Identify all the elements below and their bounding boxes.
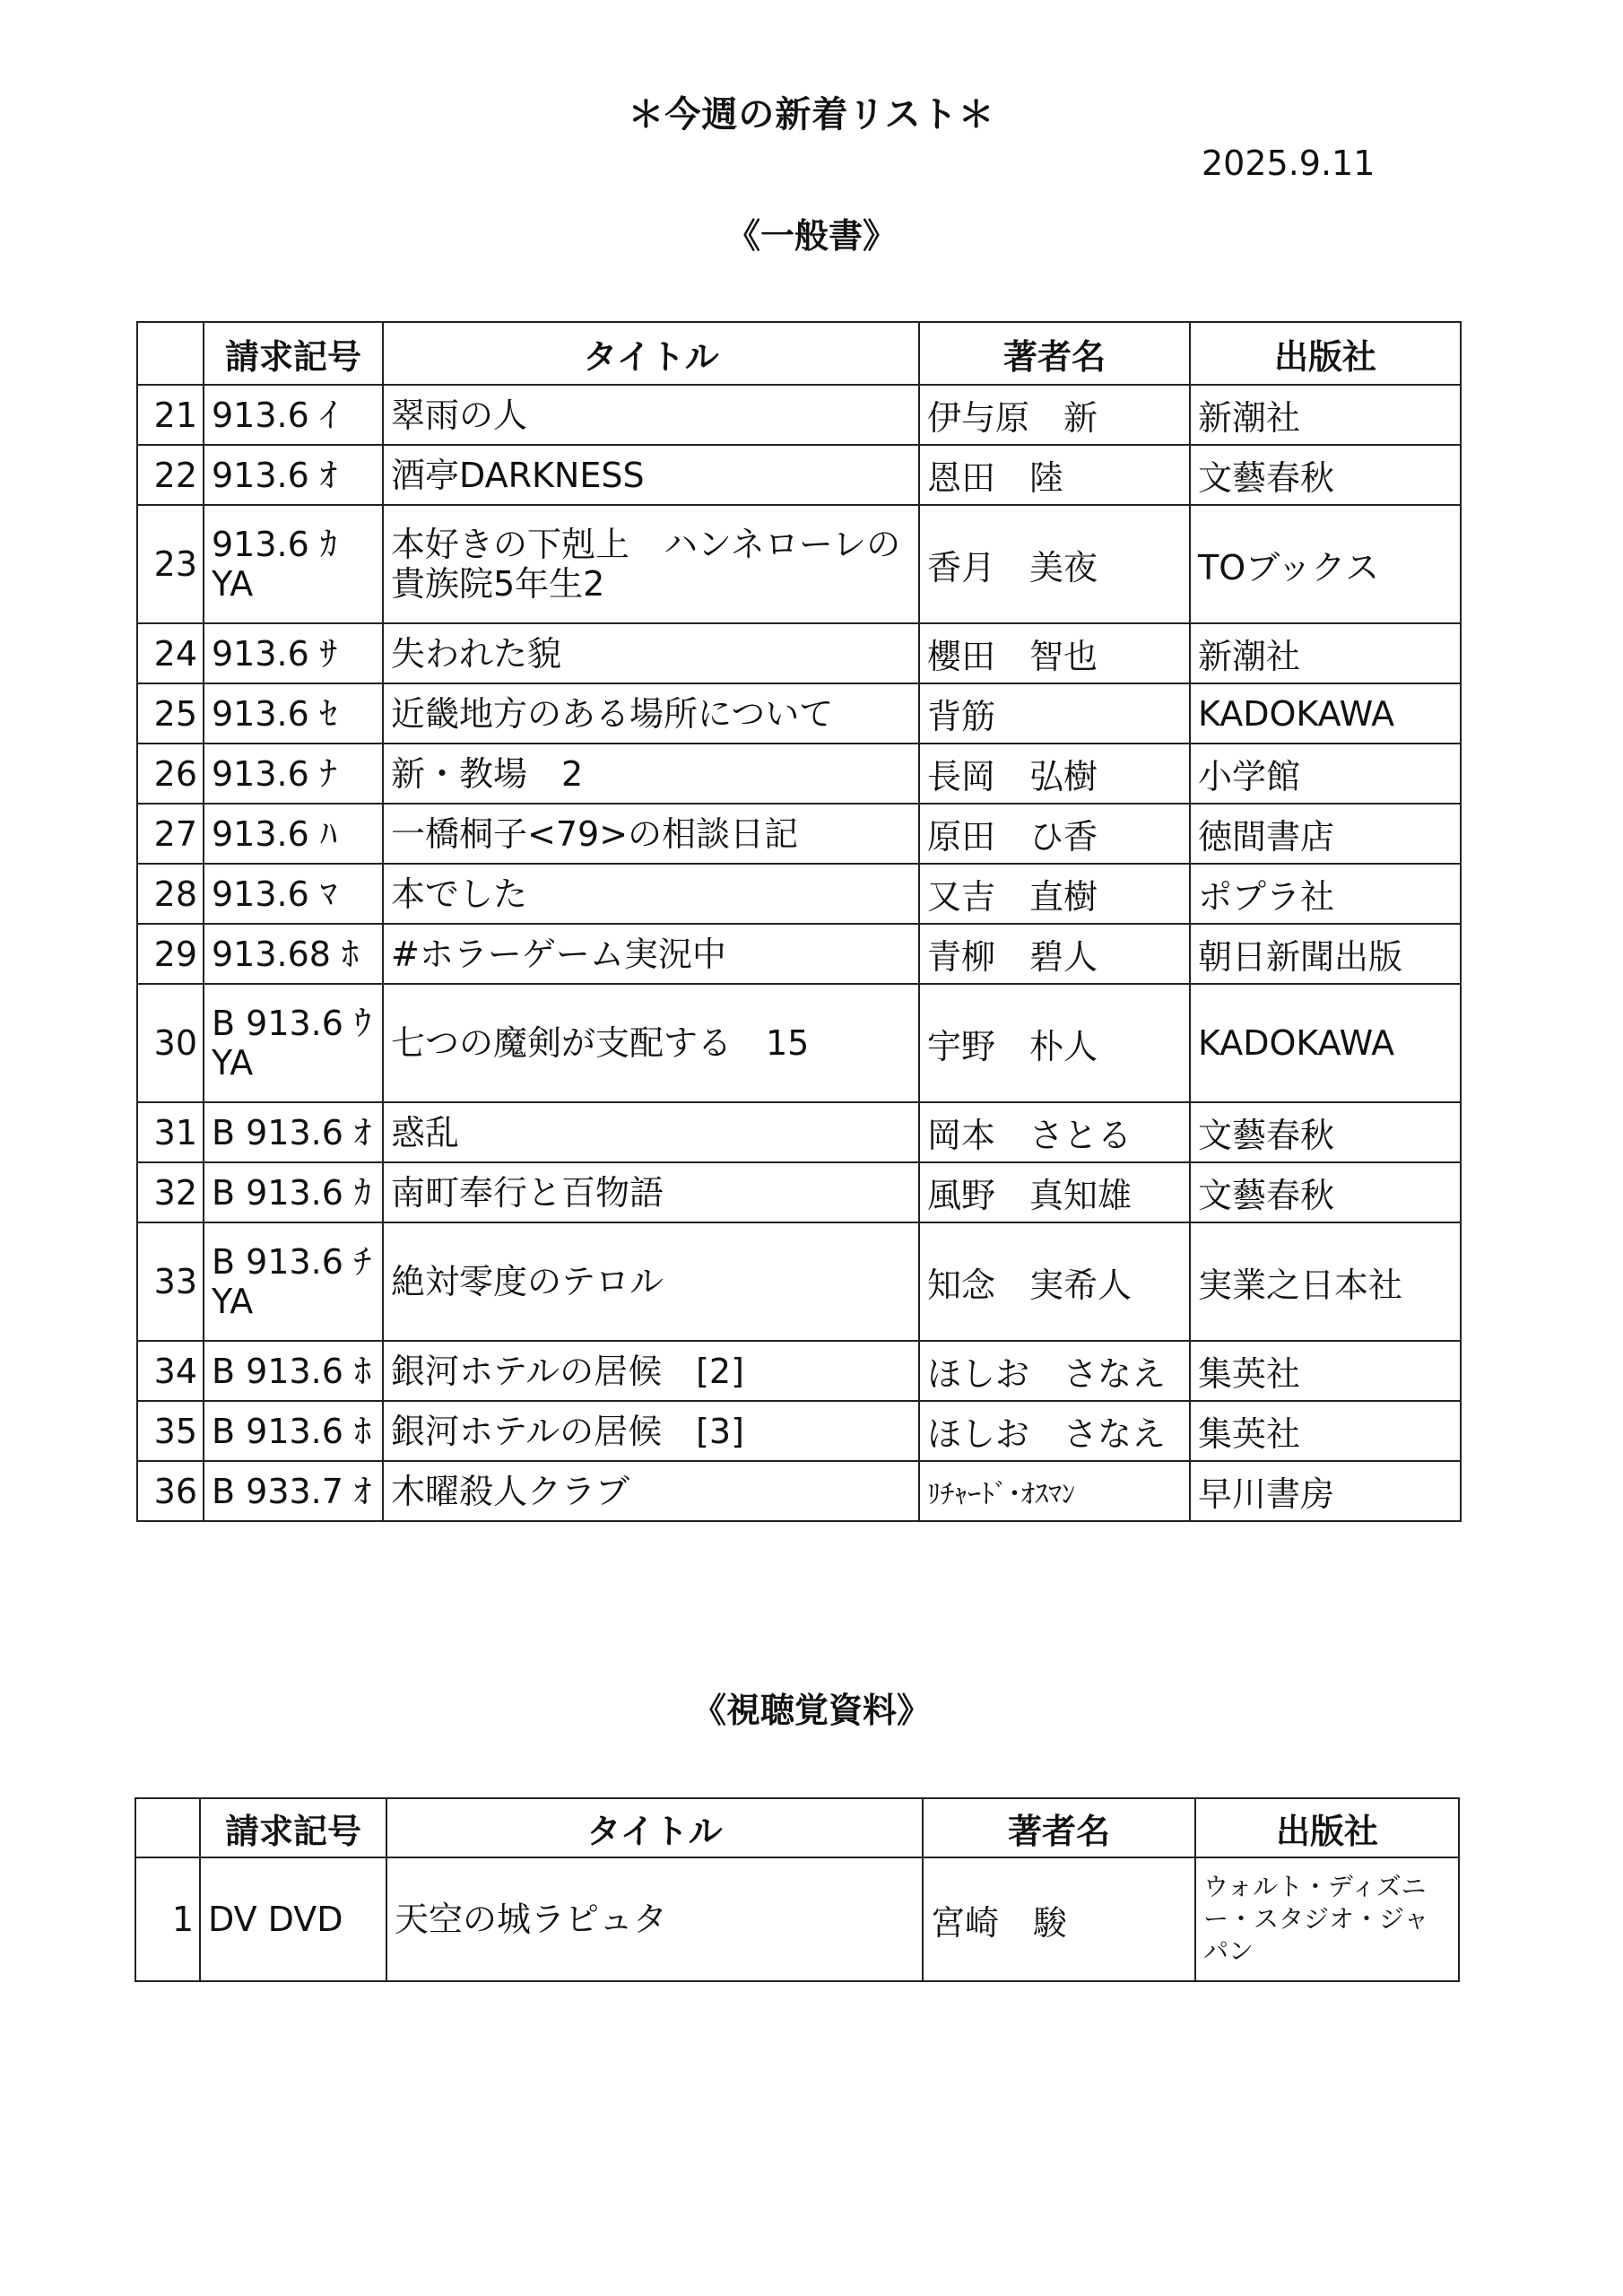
author-name: 知念 実希人 <box>919 1222 1190 1341</box>
call-number <box>204 804 383 864</box>
call-number-line: 913.6 ｶ <box>212 525 337 564</box>
call-number-line: 913.6 ｾ <box>212 693 337 734</box>
row-number: 35 <box>137 1401 204 1461</box>
row-number: 23 <box>137 505 204 623</box>
publisher-name: 早川書房 <box>1190 1461 1461 1521</box>
table-row <box>137 1222 1461 1341</box>
author-name: 伊与原 新 <box>919 385 1190 445</box>
publisher-name: ウォルト・ディズニー・スタジオ・ジャパン <box>1195 1857 1459 1981</box>
publisher-name: KADOKAWA <box>1190 984 1461 1102</box>
call-number <box>204 623 383 683</box>
header-publisher: 出版社 <box>1195 1798 1459 1857</box>
call-number-line: YA <box>212 564 254 604</box>
author-name: 又吉 直樹 <box>919 864 1190 924</box>
table-row <box>137 1341 1461 1401</box>
header-call-number: 請求記号 <box>200 1798 386 1857</box>
header-author: 著者名 <box>923 1798 1195 1857</box>
call-number <box>204 864 383 924</box>
row-number: 32 <box>137 1162 204 1222</box>
table-row <box>137 1162 1461 1222</box>
call-number <box>204 683 383 744</box>
call-number <box>204 1102 383 1162</box>
row-number: 24 <box>137 623 204 683</box>
row-number: 31 <box>137 1102 204 1162</box>
author-name: 香月 美夜 <box>919 505 1190 623</box>
book-title: 南町奉行と百物語 <box>383 1162 919 1222</box>
publisher-name: 実業之日本社 <box>1190 1222 1461 1341</box>
book-title: 近畿地方のある場所について <box>383 683 919 744</box>
table-row <box>137 385 1461 445</box>
row-number: 36 <box>137 1461 204 1521</box>
table-row <box>137 984 1461 1102</box>
publisher-name: 小学館 <box>1190 744 1461 804</box>
publisher-name: 文藝春秋 <box>1190 1102 1461 1162</box>
row-number: 33 <box>137 1222 204 1341</box>
author-name: 宮崎 駿 <box>923 1857 1195 1981</box>
row-number: 1 <box>135 1857 200 1981</box>
list-date: 2025.9.11 <box>1202 144 1376 183</box>
publisher-name: 新潮社 <box>1190 385 1461 445</box>
call-number-line: DV DVD <box>208 1900 343 1939</box>
table-row <box>137 864 1461 924</box>
header-call-number: 請求記号 <box>204 322 383 385</box>
call-number <box>204 1162 383 1222</box>
call-number <box>204 445 383 505</box>
section-heading-general: 《一般書》 <box>725 216 897 256</box>
table-row <box>137 804 1461 864</box>
book-title: 銀河ホテルの居候 [3] <box>383 1401 919 1461</box>
call-number-line: B 913.6 ｵ <box>212 1112 372 1152</box>
general-books-body <box>137 385 1461 1521</box>
call-number-line: B 913.6 ﾁ <box>212 1242 372 1282</box>
row-number: 28 <box>137 864 204 924</box>
book-title: 七つの魔剣が支配する 15 <box>383 984 919 1102</box>
table-row <box>137 445 1461 505</box>
publisher-name: 朝日新聞出版 <box>1190 924 1461 984</box>
call-number-line: B 913.6 ﾎ <box>212 1351 372 1391</box>
table-row <box>135 1857 1459 1981</box>
author-name: ほしお さなえ <box>919 1341 1190 1401</box>
row-number: 25 <box>137 683 204 744</box>
author-name: ﾘﾁｬｰﾄﾞ･ｵｽﾏﾝ <box>919 1461 1190 1521</box>
publisher-name: 文藝春秋 <box>1190 445 1461 505</box>
call-number-line: B 913.6 ﾎ <box>212 1411 372 1451</box>
book-title: 本好きの下剋上 ハンネローレの貴族院5年生2 <box>383 505 919 623</box>
author-name: 長岡 弘樹 <box>919 744 1190 804</box>
page-title: ＊今週の新着リスト＊ <box>628 94 995 135</box>
call-number-line: 913.6 ﾏ <box>212 874 337 914</box>
general-books-table <box>136 321 1462 1522</box>
row-number: 30 <box>137 984 204 1102</box>
call-number-line: 913.6 ｻ <box>212 633 337 674</box>
call-number <box>204 1222 383 1341</box>
book-title: 翠雨の人 <box>383 385 919 445</box>
table-row <box>137 505 1461 623</box>
author-name: 宇野 朴人 <box>919 984 1190 1102</box>
table-row <box>137 1401 1461 1461</box>
call-number <box>200 1857 386 1981</box>
author-name: 青柳 碧人 <box>919 924 1190 984</box>
author-name: 風野 真知雄 <box>919 1162 1190 1222</box>
call-number-line: YA <box>212 1043 254 1083</box>
call-number-line: 913.6 ﾅ <box>212 753 337 794</box>
table-row <box>137 1102 1461 1162</box>
publisher-name: 集英社 <box>1190 1401 1461 1461</box>
publisher-name: 新潮社 <box>1190 623 1461 683</box>
row-number: 34 <box>137 1341 204 1401</box>
book-title: #ホラーゲーム実況中 <box>383 924 919 984</box>
call-number <box>204 744 383 804</box>
call-number-line: B 913.6 ｳ <box>212 1004 372 1043</box>
call-number <box>204 1401 383 1461</box>
book-title: 木曜殺人クラブ <box>383 1461 919 1521</box>
call-number <box>204 924 383 984</box>
header-number <box>135 1798 200 1857</box>
call-number <box>204 1461 383 1521</box>
book-title: 絶対零度のテロル <box>383 1222 919 1341</box>
table-row <box>137 924 1461 984</box>
publisher-name: TOブックス <box>1190 505 1461 623</box>
author-name: 原田 ひ香 <box>919 804 1190 864</box>
row-number: 29 <box>137 924 204 984</box>
header-number <box>137 322 204 385</box>
header-publisher: 出版社 <box>1190 322 1461 385</box>
row-number: 26 <box>137 744 204 804</box>
table-row <box>137 744 1461 804</box>
header-author: 著者名 <box>919 322 1190 385</box>
publisher-name: 集英社 <box>1190 1341 1461 1401</box>
book-title: 新・教場 2 <box>383 744 919 804</box>
section-heading-av: 《視聴覚資料》 <box>691 1691 931 1730</box>
call-number-line: 913.6 ﾊ <box>212 813 337 854</box>
book-title: 本でした <box>383 864 919 924</box>
call-number-line: 913.6 ｵ <box>212 455 337 495</box>
author-name: 恩田 陸 <box>919 445 1190 505</box>
call-number <box>204 984 383 1102</box>
publisher-name: 徳間書店 <box>1190 804 1461 864</box>
publisher-name: 文藝春秋 <box>1190 1162 1461 1222</box>
table-header-row <box>137 322 1461 385</box>
author-name: ほしお さなえ <box>919 1401 1190 1461</box>
author-name: 背筋 <box>919 683 1190 744</box>
av-materials-body <box>135 1857 1459 1981</box>
book-title: 銀河ホテルの居候 [2] <box>383 1341 919 1401</box>
table-row <box>137 623 1461 683</box>
call-number-line: B 933.7 ｵ <box>212 1471 372 1511</box>
book-title: 一橋桐子<79>の相談日記 <box>383 804 919 864</box>
call-number <box>204 1341 383 1401</box>
table-row <box>137 1461 1461 1521</box>
header-title: タイトル <box>386 1798 923 1857</box>
call-number-line: B 913.6 ｶ <box>212 1172 372 1213</box>
book-title: 惑乱 <box>383 1102 919 1162</box>
author-name: 岡本 さとる <box>919 1102 1190 1162</box>
av-materials-table <box>135 1797 1460 1982</box>
book-title: 天空の城ラピュタ <box>386 1857 923 1981</box>
table-header-row <box>135 1798 1459 1857</box>
row-number: 27 <box>137 804 204 864</box>
author-name: 櫻田 智也 <box>919 623 1190 683</box>
book-title: 酒亭DARKNESS <box>383 445 919 505</box>
publisher-name: ポプラ社 <box>1190 864 1461 924</box>
publisher-name: KADOKAWA <box>1190 683 1461 744</box>
call-number-line: 913.68 ﾎ <box>212 934 360 974</box>
row-number: 21 <box>137 385 204 445</box>
call-number-line: 913.6 ｲ <box>212 395 337 435</box>
row-number: 22 <box>137 445 204 505</box>
header-title: タイトル <box>383 322 919 385</box>
call-number <box>204 385 383 445</box>
call-number-line: YA <box>212 1282 254 1321</box>
book-title: 失われた貌 <box>383 623 919 683</box>
table-row <box>137 683 1461 744</box>
call-number <box>204 505 383 623</box>
